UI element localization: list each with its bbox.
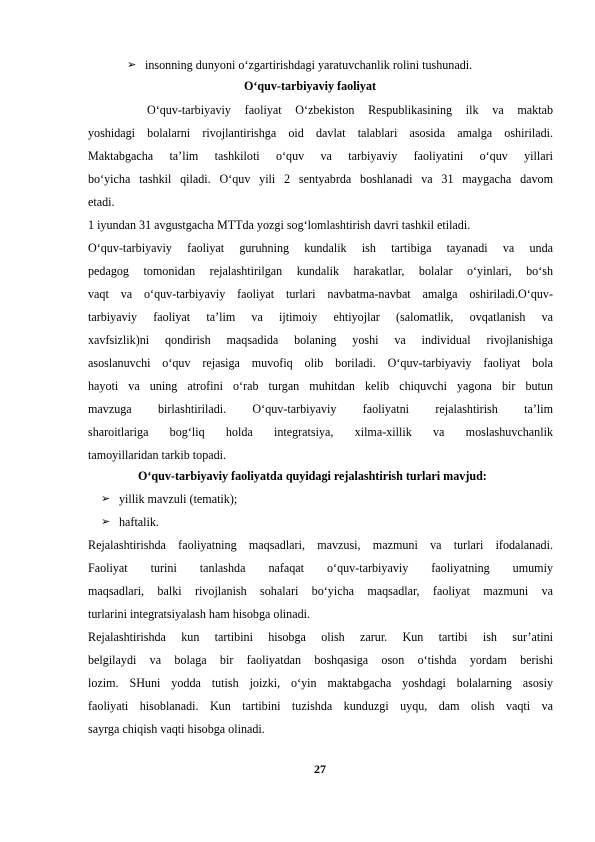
paragraph-line: belgilaydi va bolaga bir faoliyatdan boshqasiga oson o‘tishda yordam berishi (88, 653, 553, 667)
page-number: 27 (314, 762, 326, 776)
paragraph-line: hayoti va uning atrofini o‘rab turgan muhitdan kelib chiquvchi yagona bir butun (88, 379, 553, 393)
paragraph-line: xavfsizlik)ni qondirish maqsadida bolaning yoshi va individual rivojlanishiga (88, 333, 553, 347)
paragraph-line: turlarini integratsiyalash ham hisobga olinadi. (88, 607, 311, 621)
paragraph-line: Faoliyat turini tanlashda nafaqat o‘quv-tarbiyaviy faoliyatning umumiy (88, 561, 553, 575)
arrow-bullet-icon: ➢ (127, 59, 137, 71)
section-heading: O‘quv-tarbiyaviy faoliyat (244, 79, 377, 93)
paragraph-line: yoshidagi bolalarni rivojlantirishga oid davlat talablari asosida amalga oshiriladi. (88, 126, 553, 140)
paragraph-line: O‘quv-tarbiyaviy faoliyat guruhning kundalik ish tartibiga tayanadi va unda (88, 241, 553, 255)
paragraph-line: sharoitlariga bog‘liq holda integratsiya, xilma-xillik va moslashuvchanlik (88, 425, 553, 439)
paragraph-line: tarbiyaviy faoliyat ta’lim va ijtimoiy ehtiyojlar (salomatlik, ovqatlanish va (88, 310, 553, 324)
top-bullet-text: insonning dunyoni o‘zgartirishdagi yaratuvchanlik rolini tushunadi. (145, 58, 473, 72)
paragraph-line: Maktabgacha ta’lim tashkiloti o‘quv va tarbiyaviy faoliyatini o‘quv yillari (88, 149, 553, 163)
paragraph-line: sayrga chiqish vaqti hisobga olinadi. (88, 722, 265, 736)
arrow-bullet-icon: ➢ (101, 516, 111, 528)
paragraph-line: mavzuga birlashtiriladi. O‘quv-tarbiyaviy faoliyatni rejalashtirish ta’lim (88, 402, 553, 416)
paragraph-line: vaqt va o‘quv-tarbiyaviy faoliyat turlari navbatma-navbat amalga oshiriladi.O‘quv- (88, 287, 553, 301)
paragraph-line: O‘quv-tarbiyaviy faoliyat O‘zbekiston Respublikasining ilk va maktab (147, 103, 553, 117)
paragraph-line: Rejalashtirishda faoliyatning maqsadlari, mavzusi, mazmuni va turlari ifodalanadi. (88, 538, 553, 552)
paragraph-line: maqsadlari, balki rivojlanish sohalari bo‘yicha maqsadlar, faoliyat mazmuni va (88, 584, 553, 598)
list-item: yillik mavzuli (tematik); (119, 492, 238, 506)
section-heading: O‘quv-tarbiyaviy faoliyatda quyidagi rejalashtirish turlari mavjud: (138, 469, 487, 483)
paragraph-line: etadi. (88, 195, 115, 209)
paragraph-line: 1 iyundan 31 avgustgacha MTTda yozgi sog‘lomlashtirish davri tashkil etiladi. (88, 218, 471, 232)
paragraph-line: tamoyillaridan tarkib topadi. (88, 448, 227, 462)
list-item: haftalik. (119, 515, 159, 529)
arrow-bullet-icon: ➢ (101, 493, 111, 505)
paragraph-line: pedagog tomonidan rejalashtirilgan kundalik harakatlar, bolalar o‘yinlari, bo‘sh (88, 264, 553, 278)
paragraph-line: lozim. SHuni yodda tutish joizki, o‘yin maktabgacha yoshdagi bolalarning asosiy (88, 676, 553, 690)
paragraph-line: faoliyati hisoblanadi. Kun tartibini tuzishda kunduzgi uyqu, dam olish vaqti va (88, 699, 553, 713)
paragraph-line: Rejalashtirishda kun tartibini hisobga olish zarur. Kun tartibi ish sur’atini (88, 630, 553, 644)
paragraph-line: bo‘yicha tashkil qiladi. O‘quv yili 2 sentyabrda boshlanadi va 31 maygacha davom (88, 172, 553, 186)
paragraph-line: asoslanuvchi o‘quv rejasiga muvofiq olib boriladi. O‘quv-tarbiyaviy faoliyat bola (88, 356, 553, 370)
